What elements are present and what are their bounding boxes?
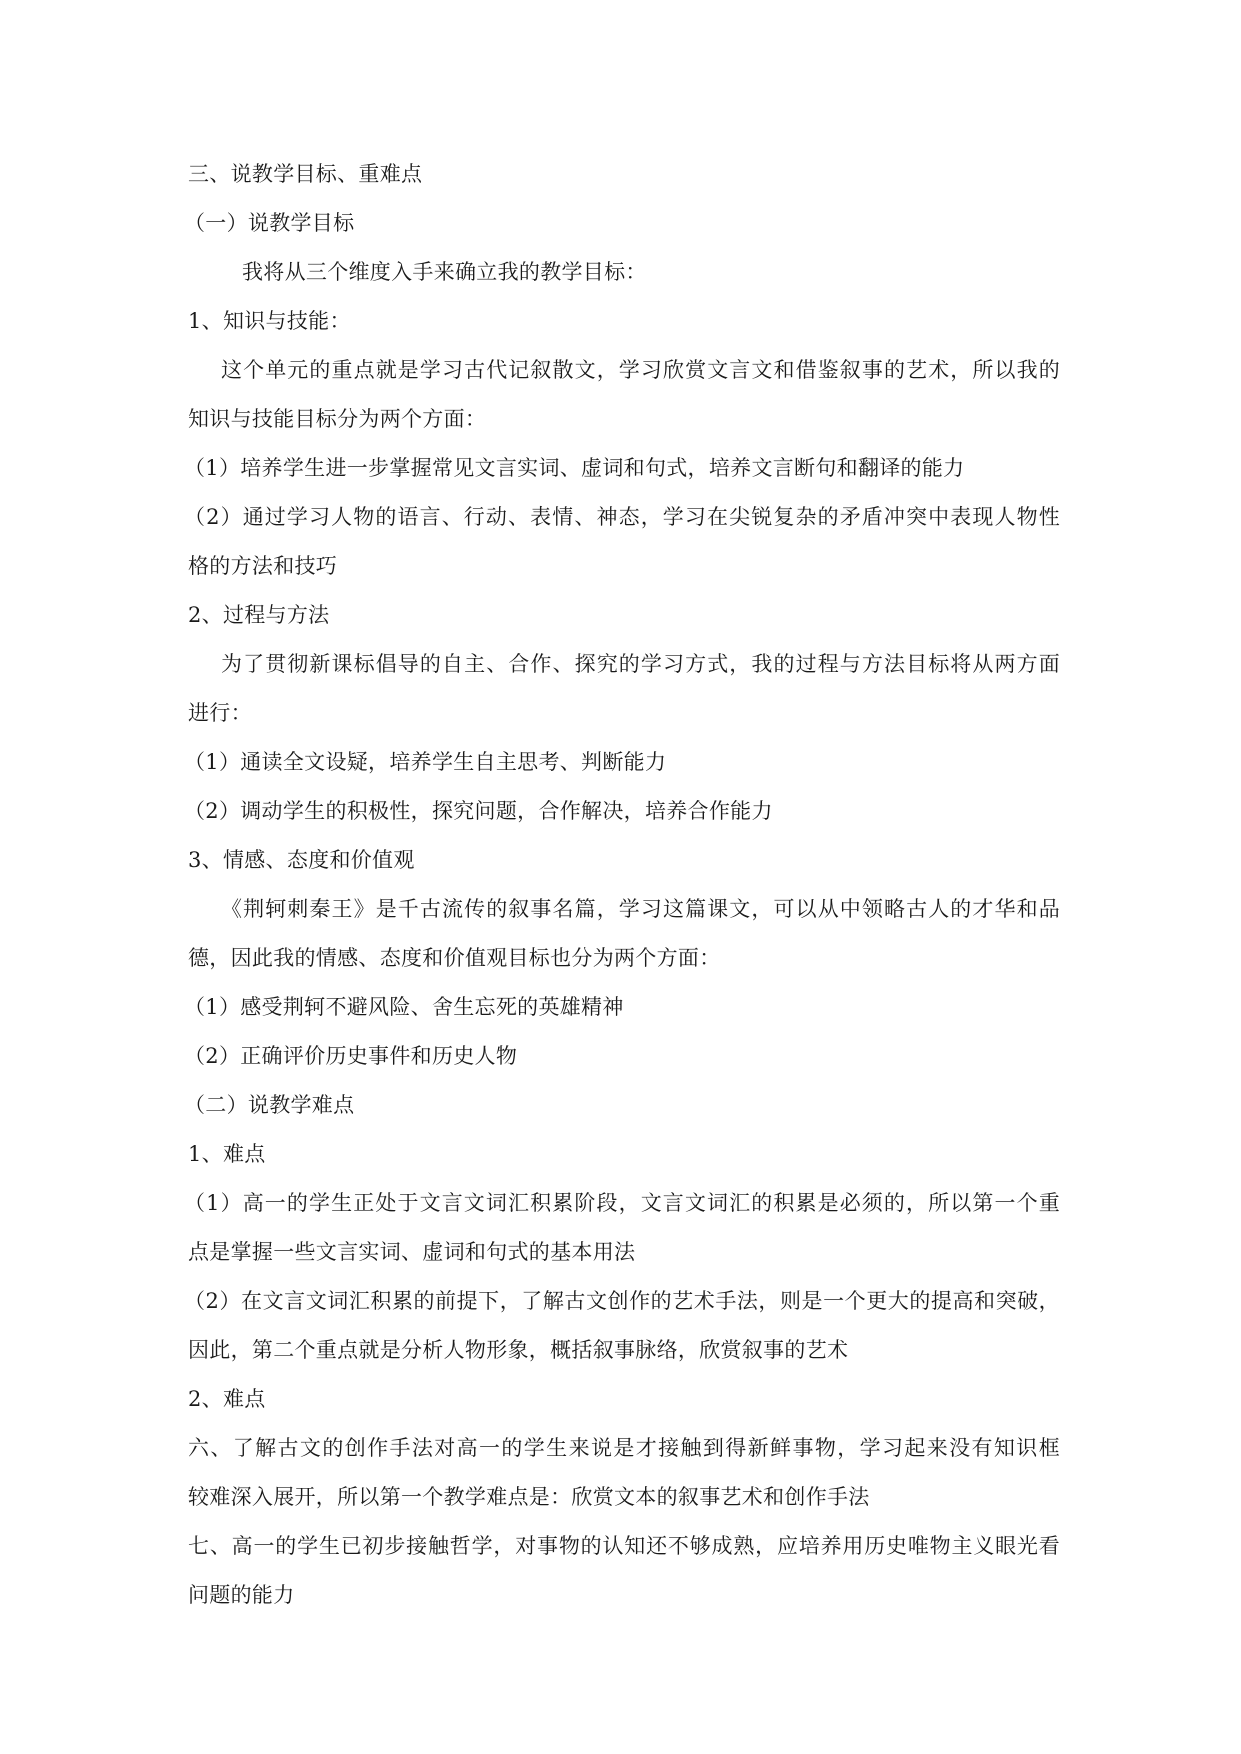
list-item: （1）高一的学生正处于文言文词汇积累阶段，文言文词汇的积累是必须的，所以第一个重 xyxy=(184,1191,1060,1215)
paragraph-line: 知识与技能目标分为两个方面： xyxy=(188,407,487,431)
paragraph-line: 进行： xyxy=(188,701,252,725)
item-heading-difficulty-2: 2、难点 xyxy=(188,1387,266,1411)
intro-paragraph: 我将从三个维度入手来确立我的教学目标： xyxy=(242,260,647,284)
item-heading-values: 3、情感、态度和价值观 xyxy=(188,848,415,872)
paragraph-line: 点是掌握一些文言实词、虚词和句式的基本用法 xyxy=(188,1240,636,1264)
paragraph-line: 较难深入展开，所以第一个教学难点是：欣赏文本的叙事艺术和创作手法 xyxy=(188,1485,870,1509)
paragraph-line: 因此，第二个重点就是分析人物形象，概括叙事脉络，欣赏叙事的艺术 xyxy=(188,1338,849,1362)
subsection-heading-2: （二）说教学难点 xyxy=(184,1093,355,1117)
list-item: （2）在文言文词汇积累的前提下，了解古文创作的艺术手法，则是一个更大的提高和突破， xyxy=(184,1289,1060,1313)
paragraph-line: 《荆轲刺秦王》是千古流传的叙事名篇，学习这篇课文，可以从中领略古人的才华和品 xyxy=(221,897,1060,921)
list-item: （1）培养学生进一步掌握常见文言实词、虚词和句式，培养文言断句和翻译的能力 xyxy=(184,456,965,480)
list-item: （2）正确评价历史事件和历史人物 xyxy=(184,1044,518,1068)
paragraph-line: 这个单元的重点就是学习古代记叙散文，学习欣赏文言文和借鉴叙事的艺术，所以我的 xyxy=(221,358,1060,382)
list-item: （1）通读全文设疑，培养学生自主思考、判断能力 xyxy=(184,750,667,774)
item-heading-difficulty: 1、难点 xyxy=(188,1142,266,1166)
section-heading-3: 三、说教学目标、重难点 xyxy=(188,162,423,186)
subsection-heading-1: （一）说教学目标 xyxy=(184,211,355,235)
paragraph-line: 德，因此我的情感、态度和价值观目标也分为两个方面： xyxy=(188,946,721,970)
paragraph-line: 六、了解古文的创作手法对高一的学生来说是才接触到得新鲜事物，学习起来没有知识框 xyxy=(188,1436,1060,1460)
paragraph-line: 为了贯彻新课标倡导的自主、合作、探究的学习方式，我的过程与方法目标将从两方面 xyxy=(221,652,1060,676)
list-item: （2）调动学生的积极性，探究问题，合作解决，培养合作能力 xyxy=(184,799,773,823)
item-heading-knowledge: 1、知识与技能： xyxy=(188,309,351,333)
paragraph-line: 问题的能力 xyxy=(188,1583,295,1607)
paragraph-line: 格的方法和技巧 xyxy=(188,554,338,578)
list-item: （1）感受荆轲不避风险、舍生忘死的英雄精神 xyxy=(184,995,624,1019)
item-heading-process: 2、过程与方法 xyxy=(188,603,330,627)
paragraph-line: 七、高一的学生已初步接触哲学，对事物的认知还不够成熟，应培养用历史唯物主义眼光看 xyxy=(188,1534,1060,1558)
list-item: （2）通过学习人物的语言、行动、表情、神态，学习在尖锐复杂的矛盾冲突中表现人物性 xyxy=(184,505,1060,529)
document-body xyxy=(184,150,1060,1620)
